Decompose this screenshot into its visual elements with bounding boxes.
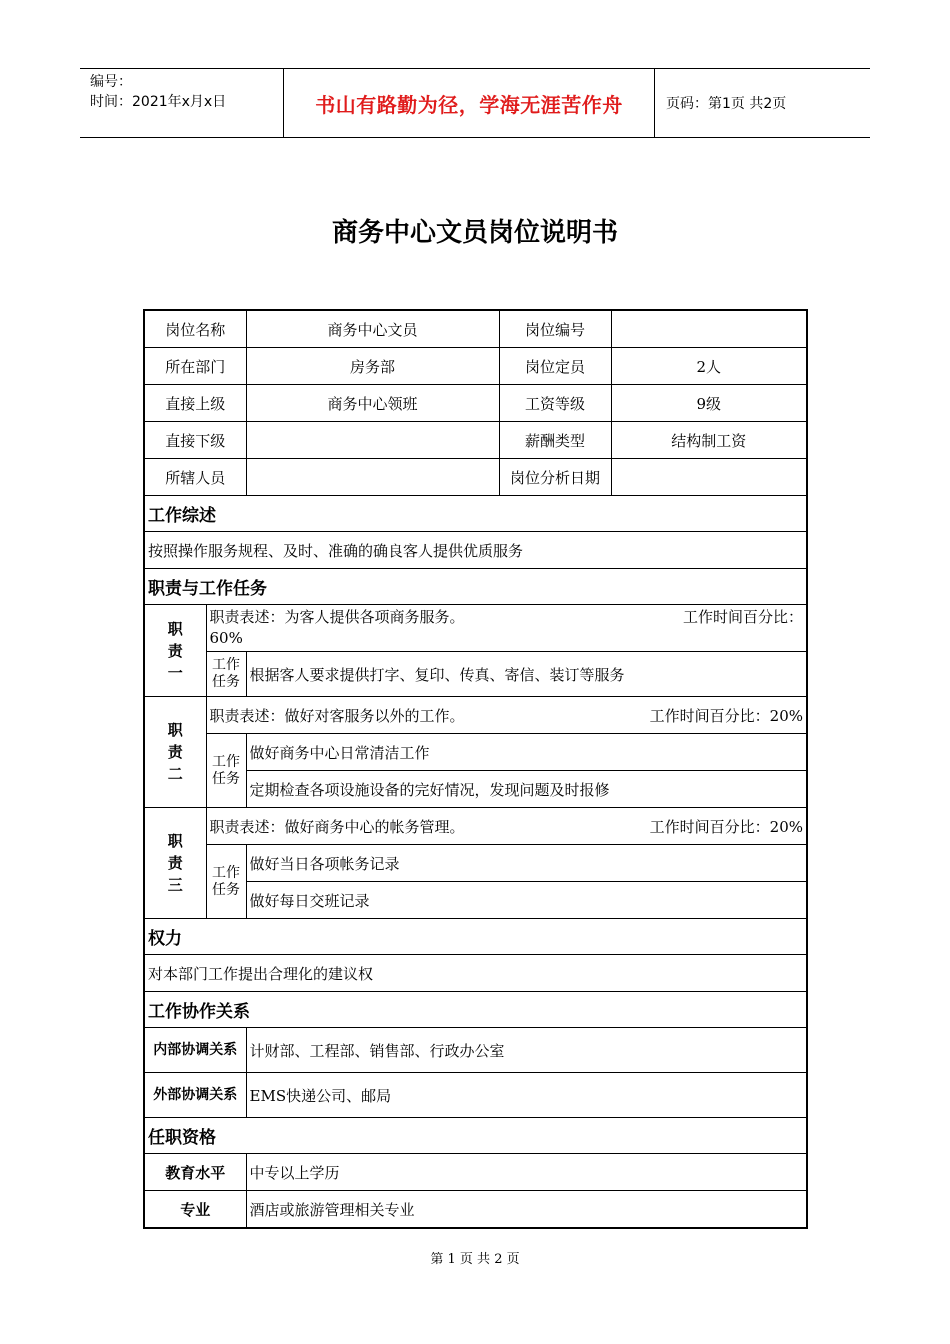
task-text: 根据客人要求提供打字、复印、传真、寄信、装订等服务 xyxy=(246,652,807,697)
task-text: 定期检查各项设施设备的完好情况，发现问题及时报修 xyxy=(246,771,807,808)
job-description-table xyxy=(143,309,808,1229)
qualification-row xyxy=(144,1154,807,1191)
duty-task-row xyxy=(144,652,807,697)
duty-row xyxy=(144,808,807,845)
document-title: 商务中心文员岗位说明书 xyxy=(331,218,618,248)
basic-label: 薪酬类型 xyxy=(499,422,611,459)
basic-label: 岗位定员 xyxy=(499,348,611,385)
section-heading-row xyxy=(144,919,807,955)
duty-description: 职责表述：做好对客服务以外的工作。 xyxy=(209,706,465,725)
major-label: 专业 xyxy=(144,1191,246,1229)
basic-value xyxy=(611,459,807,496)
section-heading-row xyxy=(144,992,807,1028)
internal-relation-label: 内部协调关系 xyxy=(144,1028,246,1073)
section-heading-row xyxy=(144,1118,807,1154)
duty-description-cell xyxy=(206,605,807,652)
external-relation-value: EMS快递公司、邮局 xyxy=(246,1073,807,1118)
basic-label: 岗位名称 xyxy=(144,310,246,348)
education-label: 教育水平 xyxy=(144,1154,246,1191)
summary-heading: 工作综述 xyxy=(144,496,807,532)
duty-percent-label: 工作时间百分比：20% xyxy=(649,706,804,725)
header-motto: 书山有路勤为径，学海无涯苦作舟 xyxy=(315,92,623,117)
task-label: 工作任务 xyxy=(212,657,240,690)
basic-value: 9级 xyxy=(611,385,807,422)
duty-percent-label: 工作时间百分比： xyxy=(683,608,804,626)
basic-row xyxy=(144,422,807,459)
duty-row xyxy=(144,605,807,652)
number-label: 编号： xyxy=(90,74,132,90)
header-motto-box xyxy=(283,69,655,137)
external-relation-label: 外部协调关系 xyxy=(144,1073,246,1118)
relation-row xyxy=(144,1073,807,1118)
basic-value: 商务中心领班 xyxy=(246,385,499,422)
basic-value xyxy=(246,459,499,496)
duty-label: 职责二 xyxy=(167,721,183,783)
duty-description: 职责表述：为客人提供各项商务服务。 xyxy=(209,608,465,626)
duty-label: 职责三 xyxy=(167,832,183,894)
major-value: 酒店或旅游管理相关专业 xyxy=(246,1191,807,1229)
authority-text: 对本部门工作提出合理化的建议权 xyxy=(144,955,807,992)
task-text: 做好每日交班记录 xyxy=(246,882,807,919)
basic-label: 工资等级 xyxy=(499,385,611,422)
authority-heading: 权力 xyxy=(144,919,807,955)
page-header xyxy=(80,68,870,138)
basic-value xyxy=(246,422,499,459)
duty-percent-label: 工作时间百分比：20% xyxy=(649,817,804,836)
duty-description: 职责表述：做好商务中心的帐务管理。 xyxy=(209,817,465,836)
basic-row xyxy=(144,385,807,422)
date-label: 时间：2021年x月x日 xyxy=(90,94,227,110)
qualification-heading: 任职资格 xyxy=(144,1118,807,1154)
basic-label: 所辖人员 xyxy=(144,459,246,496)
basic-value: 结构制工资 xyxy=(611,422,807,459)
education-value: 中专以上学历 xyxy=(246,1154,807,1191)
duty-task-row xyxy=(144,845,807,882)
duties-heading: 职责与工作任务 xyxy=(144,569,807,605)
basic-label: 所在部门 xyxy=(144,348,246,385)
basic-row xyxy=(144,459,807,496)
task-text: 做好商务中心日常清洁工作 xyxy=(246,734,807,771)
relations-heading: 工作协作关系 xyxy=(144,992,807,1028)
basic-row xyxy=(144,310,807,348)
task-label: 工作任务 xyxy=(212,864,240,898)
duty-description-cell xyxy=(206,808,807,845)
internal-relation-value: 计财部、工程部、销售部、行政办公室 xyxy=(246,1028,807,1073)
basic-label: 直接上级 xyxy=(144,385,246,422)
basic-value: 房务部 xyxy=(246,348,499,385)
summary-row xyxy=(144,532,807,569)
basic-label: 直接下级 xyxy=(144,422,246,459)
qualification-row xyxy=(144,1191,807,1229)
duty-task-row xyxy=(144,734,807,771)
header-meta xyxy=(90,72,226,112)
section-heading-row xyxy=(144,569,807,605)
section-heading-row xyxy=(144,496,807,532)
relation-row xyxy=(144,1028,807,1073)
basic-label: 岗位分析日期 xyxy=(499,459,611,496)
summary-text: 按照操作服务规程、及时、准确的确良客人提供优质服务 xyxy=(144,532,807,569)
duty-row xyxy=(144,697,807,734)
header-page-info: 页码：第1页 共2页 xyxy=(666,96,787,112)
basic-row xyxy=(144,348,807,385)
basic-value: 商务中心文员 xyxy=(246,310,499,348)
duty-description-cell xyxy=(206,697,807,734)
basic-value xyxy=(611,310,807,348)
basic-value: 2人 xyxy=(611,348,807,385)
basic-label: 岗位编号 xyxy=(499,310,611,348)
authority-row xyxy=(144,955,807,992)
duty-label: 职责一 xyxy=(167,619,183,682)
task-text: 做好当日各项帐务记录 xyxy=(246,845,807,882)
page-footer: 第 1 页 共 2 页 xyxy=(430,1252,520,1267)
duty-percent-value: 60% xyxy=(209,629,243,647)
task-label: 工作任务 xyxy=(212,753,240,787)
